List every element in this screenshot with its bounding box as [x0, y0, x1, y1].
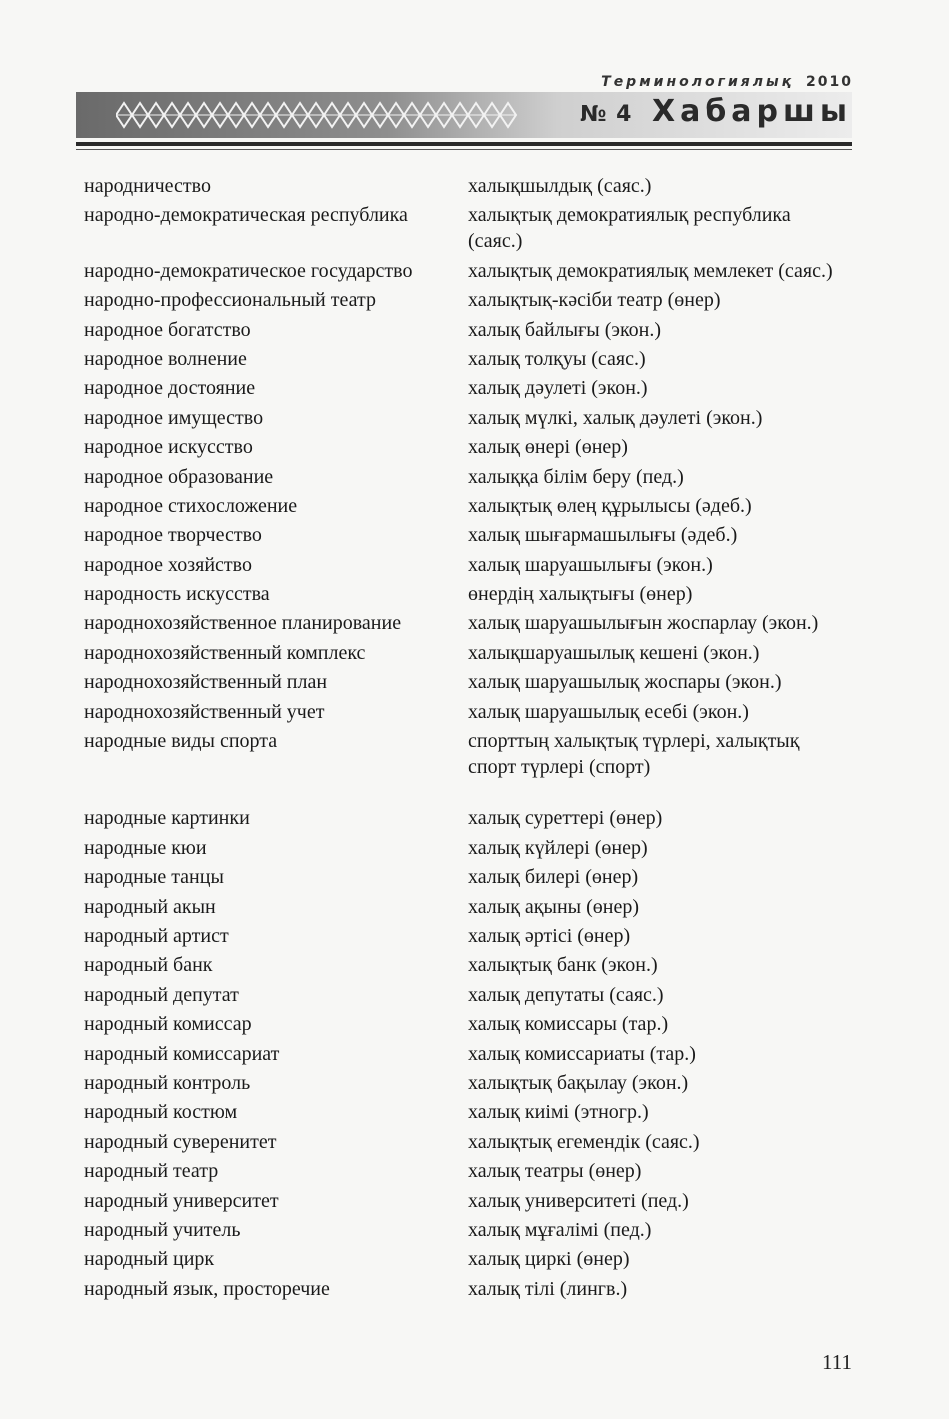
entry-term: народный учитель: [84, 1218, 241, 1241]
entry-translation: халықтық демократиялық республика (саяс.): [468, 204, 791, 253]
entry-term: народный суверенитет: [84, 1130, 277, 1153]
glossary-entry: [84, 522, 844, 548]
header-banner: [76, 92, 852, 138]
entry-translation: халық билері (өнер): [468, 866, 639, 889]
glossary-entry: [84, 287, 844, 313]
glossary-entry: [84, 317, 844, 343]
glossary-entry: [84, 1070, 844, 1096]
glossary-entry: [84, 581, 844, 607]
entry-translation: халық депутаты (саяс.): [468, 983, 664, 1006]
glossary-entry: [84, 1188, 844, 1214]
header-rule: [76, 142, 852, 146]
entry-term: народничество: [84, 175, 211, 197]
glossary-entry: [84, 1099, 844, 1125]
glossary-entry: [84, 640, 844, 666]
entry-term: народное искусство: [84, 436, 253, 459]
glossary-entry: [84, 923, 844, 949]
glossary-entry: [84, 173, 844, 199]
entry-translation: халықшаруашылық кешені (экон.): [468, 641, 760, 664]
entry-translation: халық театры (өнер): [468, 1160, 642, 1183]
entry-translation: халық мұғалімі (пед.): [468, 1218, 652, 1241]
entry-term: народный театр: [84, 1160, 219, 1183]
entry-term: народно-демократическое государство: [84, 259, 413, 282]
entry-term: народный костюм: [84, 1101, 238, 1124]
glossary-entry: [84, 493, 844, 519]
entry-translation: халықтық банк (экон.): [468, 954, 658, 977]
entry-translation: халық өнері (өнер): [468, 436, 628, 459]
glossary-entry: [84, 835, 844, 861]
entry-translation: халық ақыны (өнер): [468, 895, 639, 918]
glossary-entry: [84, 258, 844, 284]
entry-translation: халық шаруашылық жоспары (экон.): [468, 671, 782, 694]
entry-term: народный банк: [84, 954, 213, 977]
entry-term: народный язык, просторечие: [84, 1277, 330, 1300]
entry-term: народно-демократическая республика: [84, 204, 408, 227]
entry-term: народный депутат: [84, 983, 239, 1006]
entry-translation: халық мүлкі, халық дәулеті (экон.): [468, 406, 763, 429]
entry-term: народные танцы: [84, 866, 224, 889]
entry-translation: халық циркі (өнер): [468, 1248, 630, 1271]
glossary-entry: [84, 982, 844, 1008]
glossary-entry: [84, 864, 844, 890]
issue-label: [580, 94, 852, 129]
glossary-entry: [84, 552, 844, 578]
entry-term: народное хозяйство: [84, 553, 252, 576]
glossary-entry: [84, 728, 844, 780]
glossary-entry: [84, 952, 844, 978]
page-number: 111: [822, 1350, 852, 1374]
entry-translation: халықтық бақылау (экон.): [468, 1071, 689, 1094]
journal-line: [601, 74, 853, 90]
entry-term: народный артист: [84, 924, 229, 947]
glossary-entry: [84, 1011, 844, 1037]
entry-term: народные виды спорта: [84, 730, 278, 753]
entry-term: народное имущество: [84, 406, 264, 429]
entry-translation: халық комиссариаты (тар.): [468, 1042, 696, 1065]
entry-translation: спорттың халықтық түрлері, халықтық спорт түрлері (спорт): [468, 730, 800, 779]
entry-translation: халықтық-кәсіби театр (өнер): [468, 289, 721, 312]
entry-translation: халық шығармашылығы (әдеб.): [468, 524, 738, 547]
glossary-entry: [84, 1041, 844, 1067]
entry-term: народное творчество: [84, 524, 262, 547]
entry-term: народный комиссариат: [84, 1042, 280, 1065]
glossary-entry: [84, 1217, 844, 1243]
entry-term: народно-профессиональный театр: [84, 289, 376, 312]
entry-translation: өнердің халықтығы (өнер): [468, 583, 693, 606]
entry-translation: халыққа білім беру (пед.): [468, 465, 684, 488]
glossary-entry: [84, 805, 844, 831]
entry-term: народное образование: [84, 465, 274, 488]
entry-term: народный комиссар: [84, 1013, 252, 1036]
entry-translation: халық шаруашылығын жоспарлау (экон.): [468, 612, 819, 635]
header-rule-thin: [76, 149, 852, 150]
glossary-entry: [84, 346, 844, 372]
glossary-entry: [84, 464, 844, 490]
entry-translation: халық киімі (этногр.): [468, 1101, 649, 1124]
entry-term: народные кюи: [84, 836, 207, 859]
entry-translation: халық тілі (лингв.): [468, 1277, 628, 1300]
issue-number: № 4: [579, 102, 633, 127]
entry-translation: халық күйлері (өнер): [468, 836, 648, 859]
journal-year: 2010: [806, 74, 853, 90]
entry-translation: халық дәулеті (экон.): [468, 377, 648, 400]
entry-term: народнохозяйственное планирование: [84, 612, 402, 635]
glossary-entry: [84, 894, 844, 920]
entry-translation: халық комиссары (тар.): [468, 1013, 669, 1036]
glossary-entry: [84, 610, 844, 636]
glossary-entry: [84, 1246, 844, 1272]
running-head: [0, 0, 949, 160]
glossary: [84, 173, 844, 1305]
entry-translation: халық әртісі (өнер): [468, 924, 631, 947]
entry-term: народнохозяйственный план: [84, 671, 328, 694]
glossary-entry: [84, 1276, 844, 1302]
entry-translation: халық суреттері (өнер): [468, 807, 663, 830]
glossary-entry: [84, 669, 844, 695]
ornament-pattern-icon: [116, 98, 546, 132]
entry-term: народность искусства: [84, 583, 270, 606]
entry-translation: халықтық өлең құрылысы (әдеб.): [468, 494, 752, 517]
entry-translation: халықтық егемендік (саяс.): [468, 1130, 700, 1153]
glossary-entry: [84, 1129, 844, 1155]
journal-title: Терминологиялық: [601, 74, 795, 90]
entry-term: народный акын: [84, 895, 216, 918]
entry-term: народное стихосложение: [84, 494, 298, 517]
entry-term: народные картинки: [84, 807, 250, 830]
entry-term: народный цирк: [84, 1248, 215, 1271]
entry-term: народное волнение: [84, 347, 247, 370]
entry-translation: халық байлығы (экон.): [468, 318, 662, 341]
entry-term: народный контроль: [84, 1071, 251, 1094]
entry-term: народнохозяйственный комплекс: [84, 641, 366, 664]
glossary-entry: [84, 405, 844, 431]
entry-term: народное богатство: [84, 318, 251, 341]
glossary-entry: [84, 202, 844, 254]
journal-name: Хабаршы: [651, 94, 852, 129]
entry-translation: халықтық демократиялық мемлекет (саяс.): [468, 259, 833, 282]
entry-spacer: [84, 783, 844, 805]
glossary-entry: [84, 375, 844, 401]
entry-translation: халық университеті (пед.): [468, 1189, 689, 1212]
glossary-entry: [84, 1158, 844, 1184]
entry-translation: халық шаруашылық есебі (экон.): [468, 700, 749, 723]
entry-term: народнохозяйственный учет: [84, 700, 325, 723]
entry-translation: халық толқуы (саяс.): [468, 347, 646, 370]
entry-translation: халық шаруашылығы (экон.): [468, 553, 713, 576]
entry-term: народный университет: [84, 1189, 279, 1212]
entry-term: народное достояние: [84, 377, 256, 400]
entry-translation: халықшылдық (саяс.): [468, 175, 652, 197]
glossary-entry: [84, 434, 844, 460]
glossary-entry: [84, 699, 844, 725]
